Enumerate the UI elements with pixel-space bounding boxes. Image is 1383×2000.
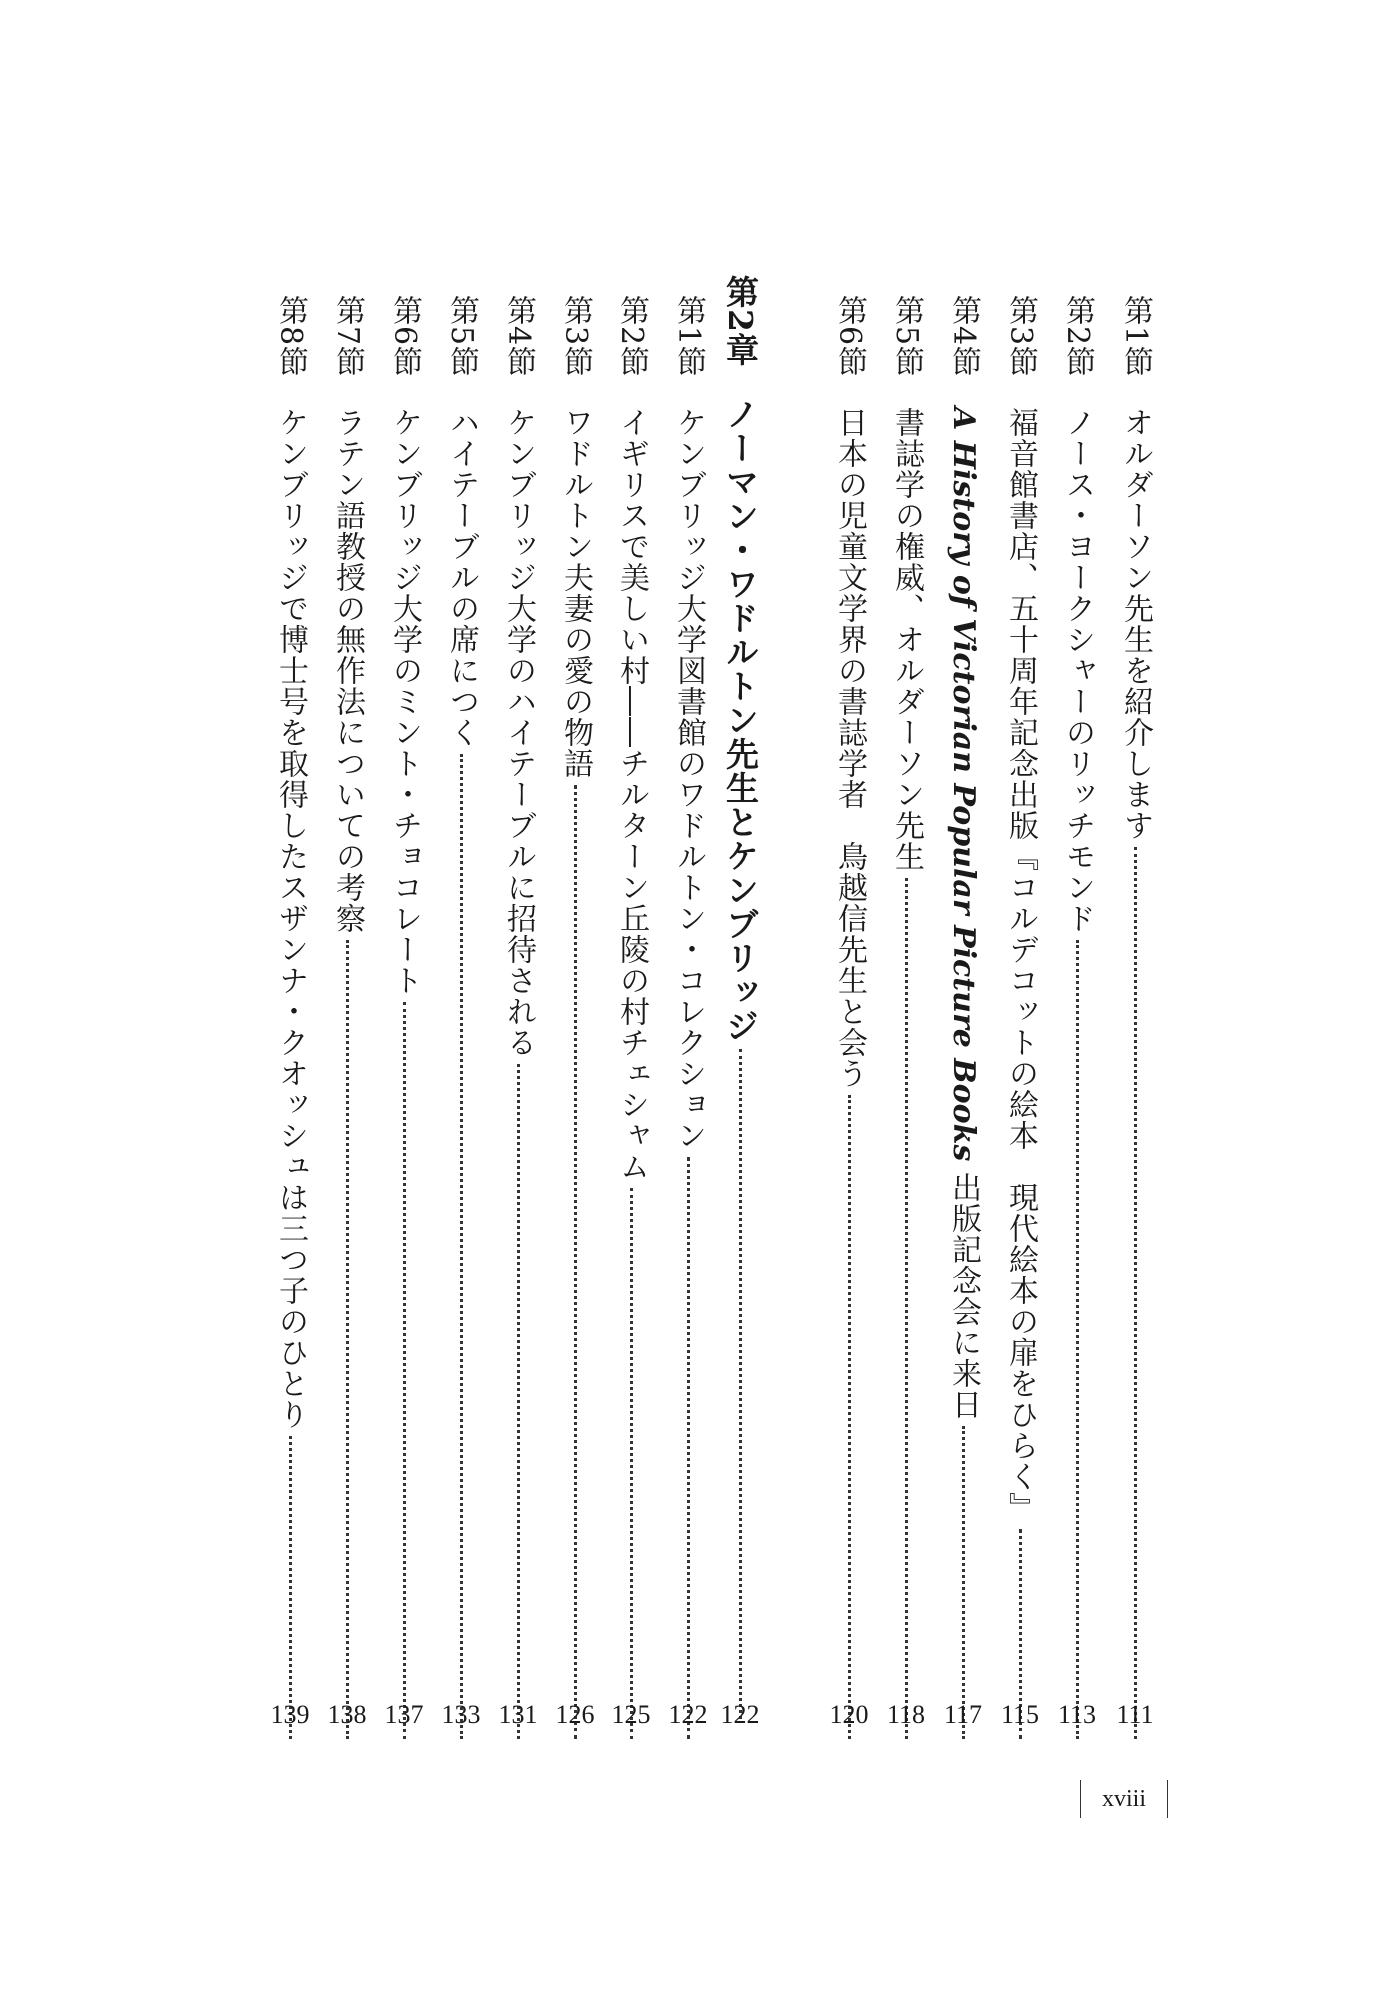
toc-entry	[270, 295, 310, 1745]
section-title: ケンブリッジ大学のミント・チョコレート	[387, 407, 422, 997]
section-title: オルダーソン先生を紹介します	[1118, 407, 1153, 842]
dot-leader	[574, 785, 577, 1739]
section-number: 第8節	[273, 295, 308, 378]
section-title: ケンブリッジで博士号を取得したスザンナ・クオッシュは三つ子のひとり	[273, 407, 308, 1431]
section-title: 福音館書店、五十周年記念出版『コルデコットの絵本 現代絵本の扉をひらく』	[1003, 407, 1038, 1524]
dot-leader	[1134, 847, 1137, 1739]
section-number: 第5節	[889, 295, 924, 378]
toc-entry	[441, 295, 481, 1745]
page-number: 122	[720, 1700, 760, 1729]
dot-leader	[346, 940, 349, 1739]
section-title: イギリスで美しい村――チルターン丘陵の村チェシャム	[614, 407, 649, 1183]
page-number: 117	[943, 1700, 983, 1729]
dot-leader	[630, 1188, 633, 1739]
toc-entry	[498, 295, 538, 1745]
section-number: 第7節	[330, 295, 365, 378]
section-number: 第4節	[501, 295, 536, 378]
page-number: 120	[829, 1700, 869, 1729]
page-number: 118	[886, 1700, 926, 1729]
page-number: 115	[1000, 1700, 1040, 1729]
folio-page-number: xviii	[1080, 1780, 1168, 1818]
dot-leader	[905, 878, 908, 1739]
section-number: 第1節	[671, 295, 706, 378]
section-number: 第1節	[1118, 295, 1153, 378]
toc-entry	[1000, 295, 1040, 1745]
section-title-rest: 出版記念会に来日	[946, 1161, 981, 1420]
page-number: 125	[611, 1700, 651, 1729]
page-number: 122	[668, 1700, 708, 1729]
chapter-heading	[720, 275, 760, 1725]
section-title: ラテン語教授の無作法についての考察	[330, 407, 365, 935]
section-title: ワドルトン夫妻の愛の物語	[558, 407, 593, 780]
dot-leader	[460, 754, 463, 1739]
page-number: 138	[327, 1700, 367, 1729]
dot-leader	[687, 1157, 690, 1739]
section-number: 第6節	[832, 295, 867, 378]
section-title: 日本の児童文学界の書誌学者 鳥越信先生と会う	[832, 407, 867, 1090]
chapter-number: 第2章	[721, 275, 760, 367]
toc-entry	[1115, 295, 1155, 1745]
toc-entry	[1057, 295, 1097, 1745]
section-title	[943, 407, 983, 1420]
toc-entry	[327, 295, 367, 1745]
section-number: 第5節	[444, 295, 479, 378]
page-number: 139	[270, 1700, 310, 1729]
dot-leader	[739, 1049, 742, 1719]
section-number: 第3節	[558, 295, 593, 378]
section-number: 第6節	[387, 295, 422, 378]
dot-leader	[517, 1064, 520, 1739]
toc-entry	[829, 295, 869, 1745]
toc-entry	[555, 295, 595, 1745]
section-number: 第2節	[614, 295, 649, 378]
chapter-title: ノーマン・ワドルトン先生とケンブリッジ	[721, 396, 760, 1043]
section-title: ノース・ヨークシャーのリッチモンド	[1060, 407, 1095, 935]
toc-entry	[886, 295, 926, 1745]
page-number: 133	[441, 1700, 481, 1729]
page-number: 113	[1057, 1700, 1097, 1729]
section-title: 書誌学の権威、オルダーソン先生	[889, 407, 924, 873]
dot-leader	[403, 1002, 406, 1739]
page-number: 126	[555, 1700, 595, 1729]
toc-entry	[611, 295, 651, 1745]
section-number: 第2節	[1060, 295, 1095, 378]
section-number: 第4節	[946, 295, 981, 378]
page-number: 131	[498, 1700, 538, 1729]
toc-entry	[384, 295, 424, 1745]
dot-leader	[848, 1095, 851, 1739]
section-title: ケンブリッジ大学図書館のワドルトン・コレクション	[671, 407, 706, 1152]
page-number: 137	[384, 1700, 424, 1729]
toc-entry	[943, 295, 983, 1745]
section-number: 第3節	[1003, 295, 1038, 378]
section-title: ハイテーブルの席につく	[444, 407, 479, 749]
dot-leader	[962, 1426, 965, 1739]
page-number: 111	[1116, 1700, 1154, 1729]
section-title: ケンブリッジ大学のハイテーブルに招待される	[501, 407, 536, 1059]
dot-leader	[289, 1436, 292, 1739]
toc-entry	[668, 295, 708, 1745]
section-title-latin: A History of Victorian Popular Picture Books	[946, 407, 981, 1162]
dot-leader	[1076, 940, 1079, 1739]
